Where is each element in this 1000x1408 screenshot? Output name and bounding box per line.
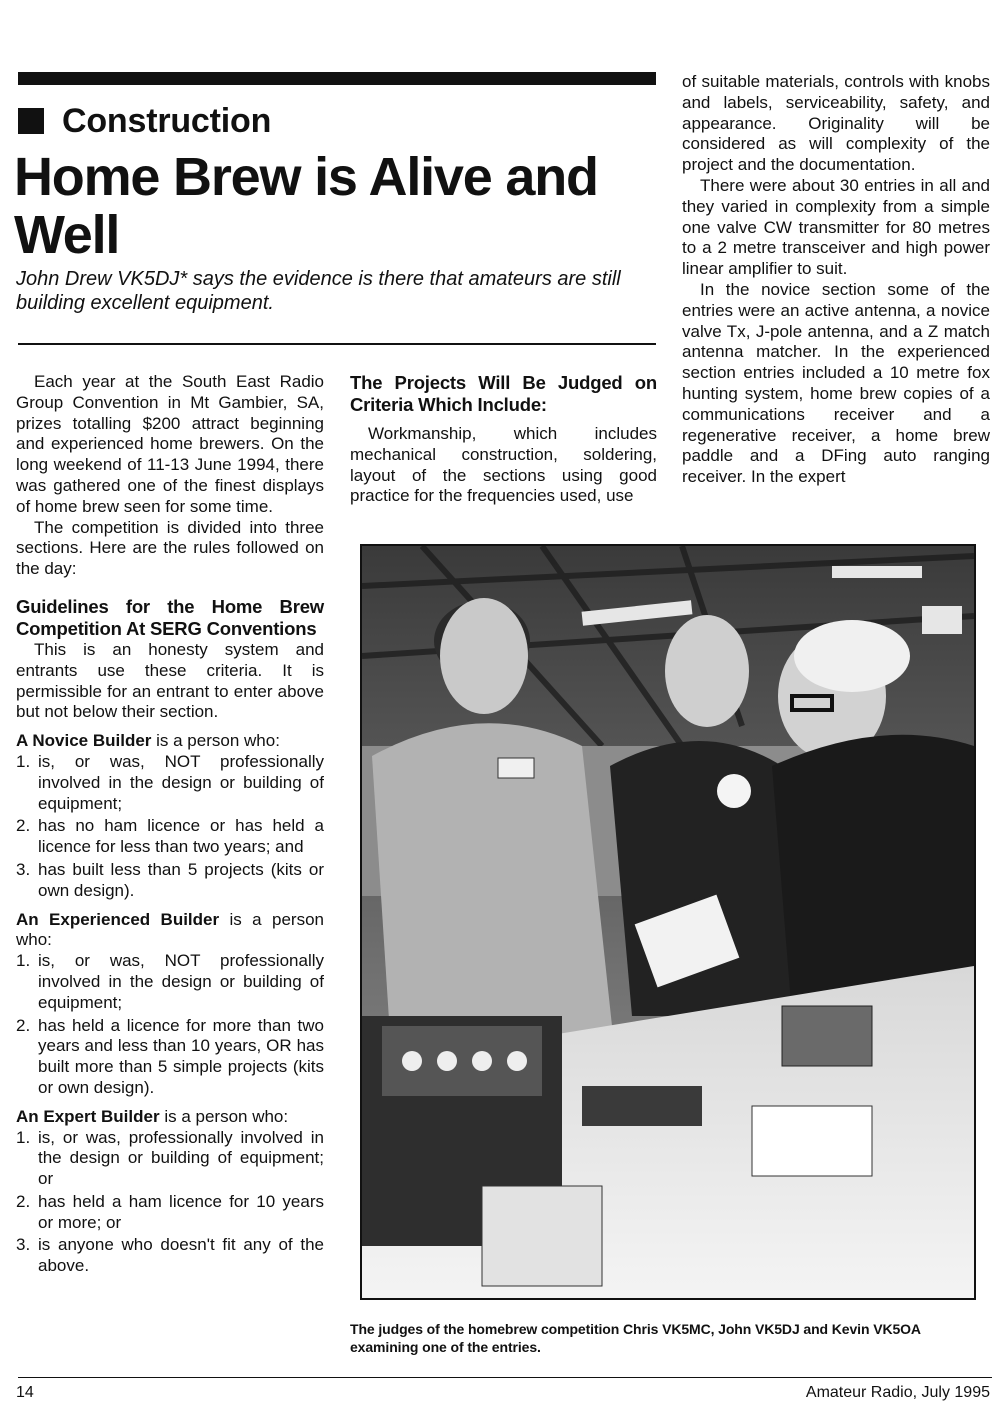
list-number: 3. bbox=[16, 1235, 31, 1255]
list-number: 1. bbox=[16, 1127, 31, 1147]
list-text: is, or was, NOT professionally involved in the design or building of equipment; bbox=[38, 751, 324, 813]
list-item bbox=[16, 860, 324, 902]
experienced-criteria-list bbox=[16, 951, 324, 1099]
novice-builder-title: A Novice Builder bbox=[16, 731, 152, 751]
list-item bbox=[16, 951, 324, 1013]
list-number: 2. bbox=[16, 816, 31, 836]
list-text: is, or was, NOT professionally involved in the design or building of equipment; bbox=[38, 951, 324, 1012]
paragraph-materials: of suitable materials, controls with knobs and labels, serviceability, safety, and appearance. Originality will be considered as will complexity of the project and the documentation. bbox=[682, 72, 990, 175]
footer-rule bbox=[18, 1377, 992, 1378]
list-item bbox=[16, 752, 324, 814]
list-text: is anyone who doesn't fit any of the above. bbox=[38, 1235, 324, 1276]
list-item bbox=[16, 1192, 324, 1234]
section-label: Construction bbox=[62, 101, 272, 140]
subhead-guidelines: Guidelines for the Home Brew Competition At SERG Conventions bbox=[16, 595, 324, 639]
publication-line: Amateur Radio, July 1995 bbox=[805, 1384, 990, 1401]
list-text: is, or was, professionally involved in the design or building of equipment; or bbox=[38, 1127, 324, 1189]
list-item bbox=[16, 1128, 324, 1190]
headline-rule bbox=[18, 343, 656, 345]
expert-builder-heading bbox=[16, 1107, 324, 1128]
novice-criteria-list bbox=[16, 752, 324, 902]
paragraph-intro: Each year at the South East Radio Group Convention in Mt Gambier, SA, prizes totalling $200 attract beginning and experienced home brewers. On the long weekend of 11-13 June 1994, there was gathered one of the finest displays of home brew seen for some time. bbox=[16, 372, 324, 516]
paragraph-entries: There were about 30 entries in all and they varied in complexity from a simple one valve CW transmitter for 80 metres to a 2 metre transceiver and high power linear amplifier to suit. bbox=[682, 175, 990, 279]
paragraph-workmanship: Workmanship, which includes mechanical construction, soldering, layout of the sections using good practice for the frequencies used, use bbox=[350, 424, 657, 506]
photograph-of-three-judges-icon bbox=[362, 546, 974, 1298]
paragraph-sections-entries: In the novice section some of the entries were an active antenna, a novice valve Tx, J-pole antenna, and a Z match antenna matcher. In the experienced section entries included a 10 metre fox hunting system, home brew copies of a communications receiver and a regenerative receiver, a home brew paddle and a DFing auto ranging receiver. In the expert bbox=[682, 279, 990, 487]
expert-builder-title: An Expert Builder bbox=[16, 1106, 160, 1126]
article-headline: Home Brew is Alive and Well bbox=[14, 147, 598, 265]
article-deck: John Drew VK5DJ* says the evidence is there that amateurs are still building excellent equipment. bbox=[16, 268, 621, 314]
expert-criteria-list bbox=[16, 1128, 324, 1278]
list-number: 1. bbox=[16, 751, 31, 771]
paragraph-sections: The competition is divided into three sections. Here are the rules followed on the day: bbox=[16, 517, 324, 579]
list-text: has held a licence for more than two years and less than 10 years, OR has built more than 5 simple projects (kits or own design). bbox=[38, 1015, 324, 1097]
list-text: has built less than 5 projects (kits or own design). bbox=[38, 859, 324, 900]
column-2 bbox=[350, 372, 657, 507]
section-square-icon bbox=[18, 108, 44, 134]
photo-caption: The judges of the homebrew competition Chris VK5MC, John VK5DJ and Kevin VK5OA examining one of the entries. bbox=[350, 1321, 921, 1355]
list-item bbox=[16, 1016, 324, 1099]
list-number: 1. bbox=[16, 951, 31, 971]
header-rule bbox=[18, 72, 656, 85]
experienced-builder-lead: is a person who: bbox=[16, 909, 324, 950]
column-3 bbox=[682, 72, 990, 488]
list-number: 2. bbox=[16, 1191, 31, 1211]
column-1 bbox=[16, 372, 324, 1279]
list-item bbox=[16, 1235, 324, 1277]
section-heading bbox=[18, 101, 271, 141]
novice-builder-lead: is a person who: bbox=[151, 731, 280, 751]
judges-photo bbox=[360, 544, 976, 1300]
paragraph-honesty: This is an honesty system and entrants use these criteria. It is permissible for an entrant to enter above but not below their section. bbox=[16, 639, 324, 722]
experienced-builder-title: An Experienced Builder bbox=[16, 909, 220, 929]
list-number: 2. bbox=[16, 1015, 31, 1035]
list-text: has held a ham licence for 10 years or more; or bbox=[38, 1191, 324, 1232]
list-number: 3. bbox=[16, 859, 31, 879]
novice-builder-heading bbox=[16, 731, 324, 752]
list-text: has no ham licence or has held a licence for less than two years; and bbox=[38, 816, 324, 857]
expert-builder-lead: is a person who: bbox=[159, 1106, 289, 1126]
experienced-builder-heading bbox=[16, 910, 324, 952]
page-number: 14 bbox=[16, 1384, 34, 1401]
subhead-criteria: The Projects Will Be Judged on Criteria Which Include: bbox=[350, 372, 657, 415]
list-item bbox=[16, 816, 324, 858]
